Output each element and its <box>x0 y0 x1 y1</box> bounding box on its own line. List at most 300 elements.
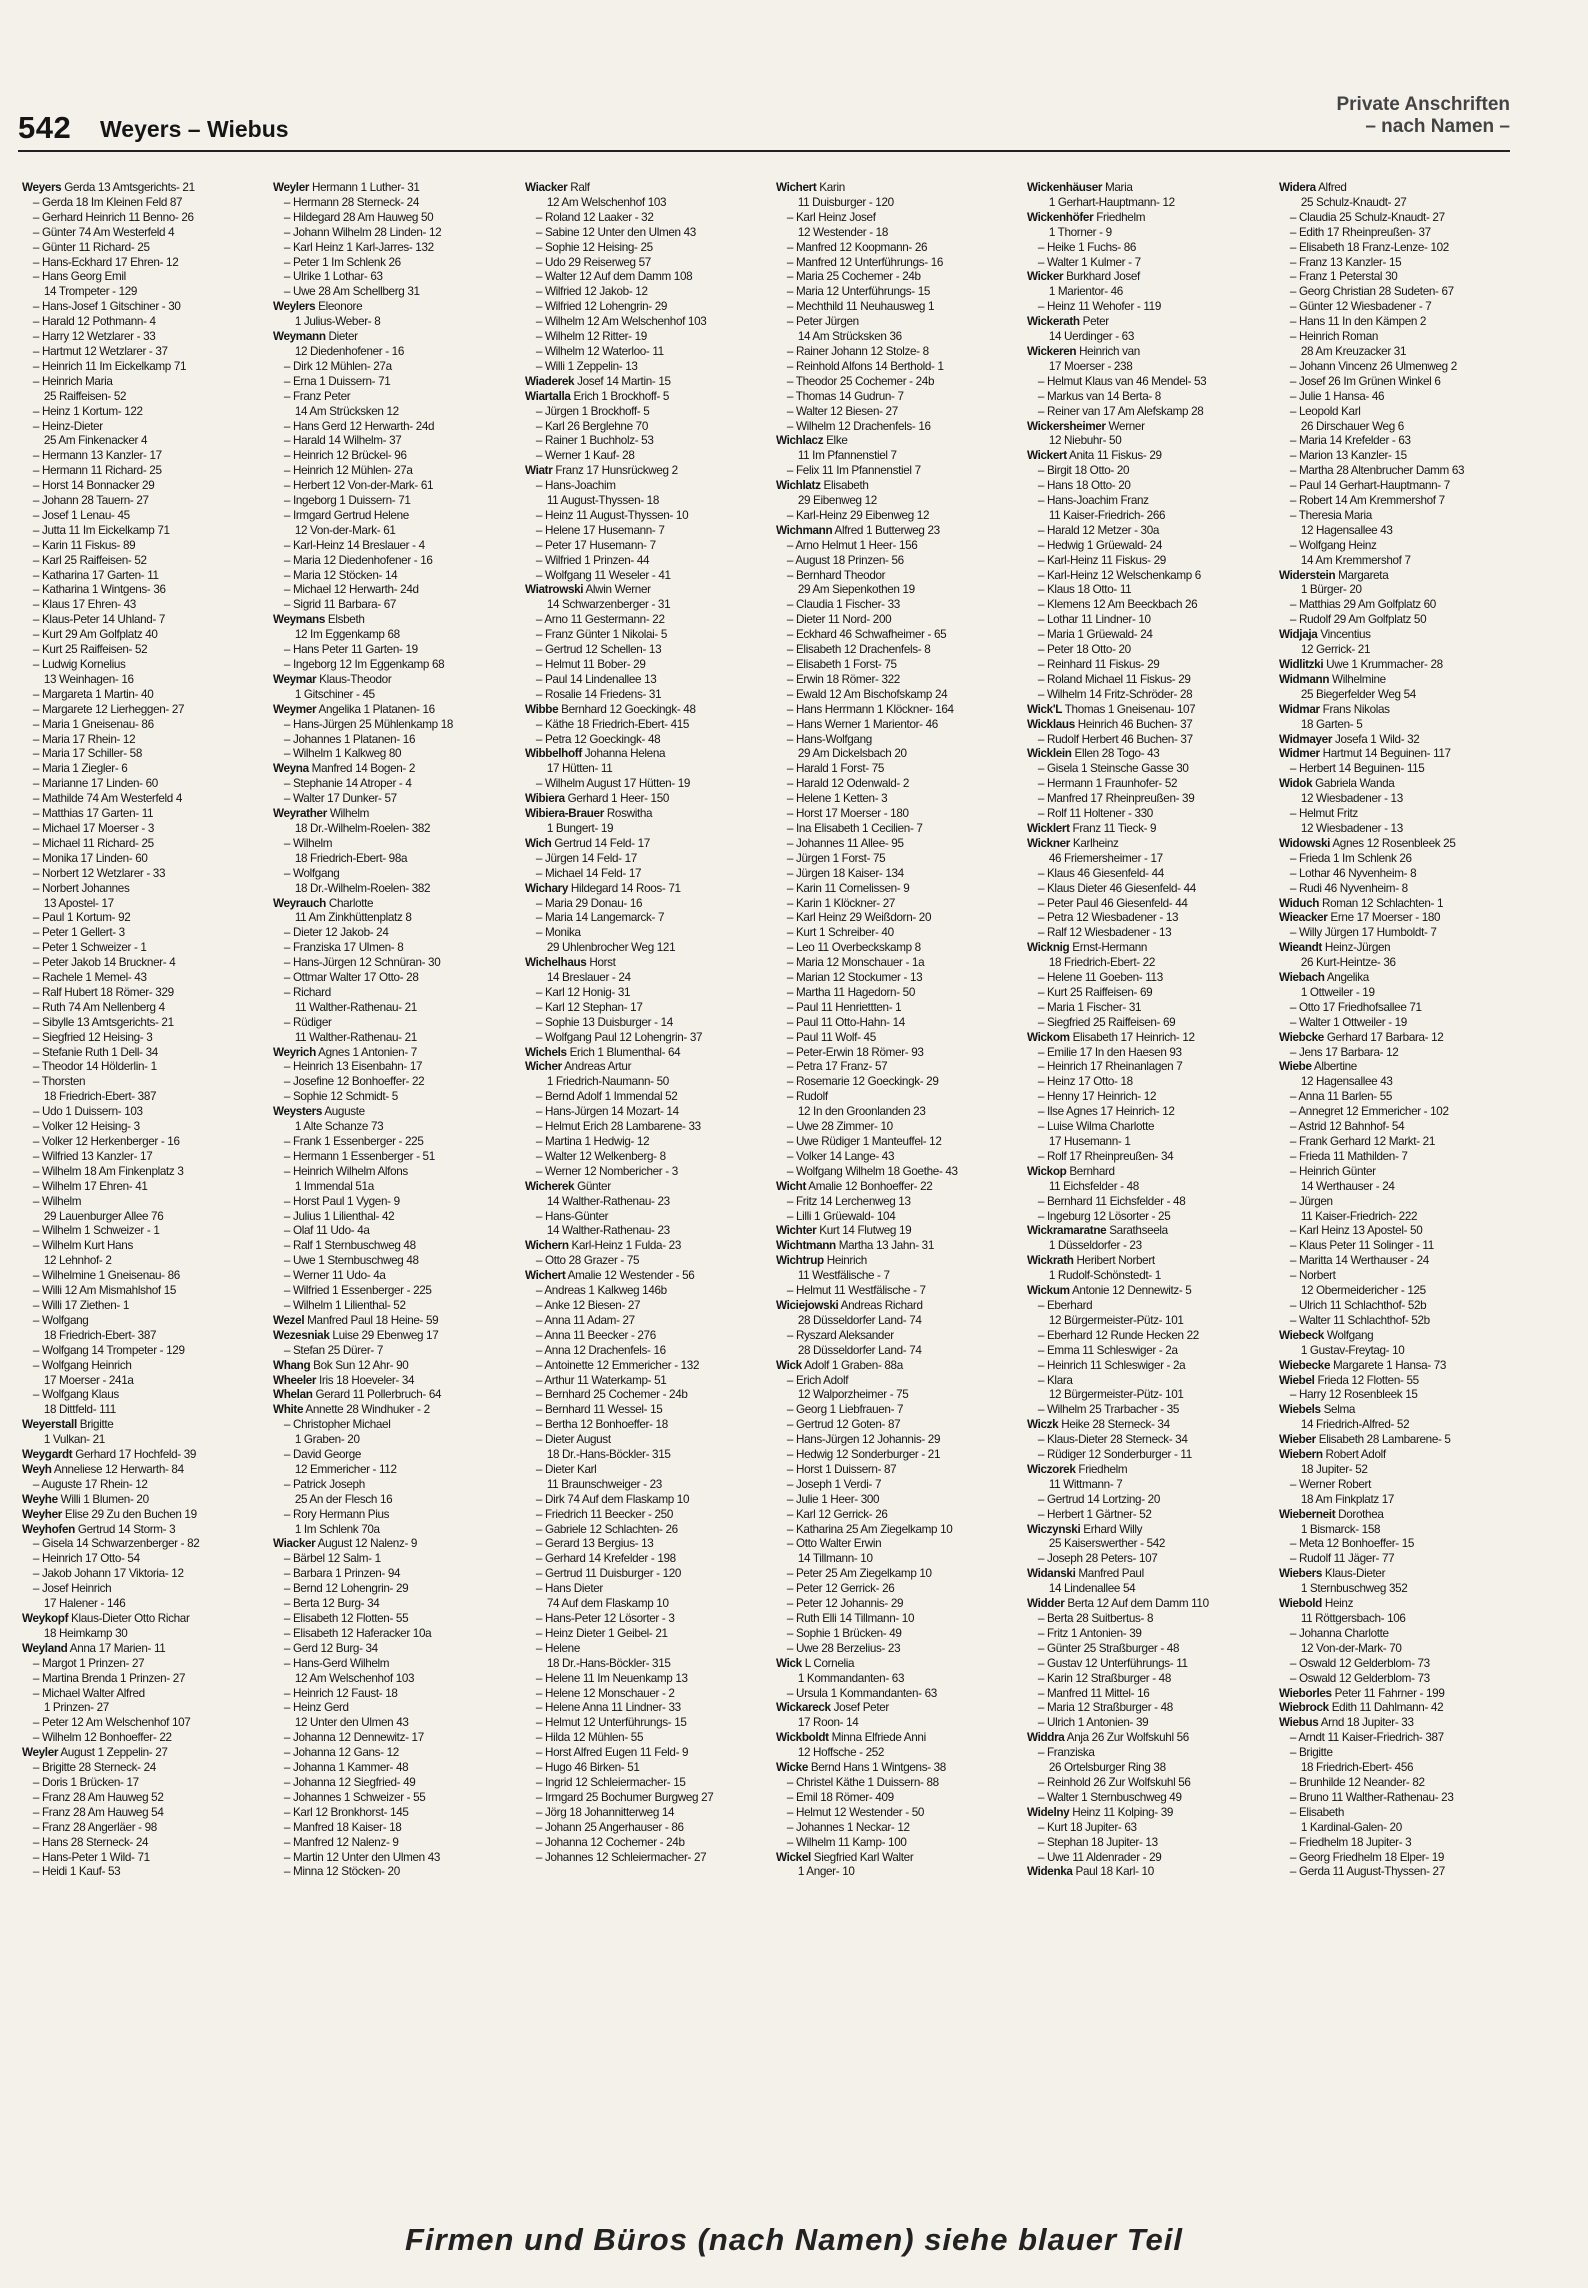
directory-entry: 11 Röttgersbach- 106 <box>1300 1611 1406 1625</box>
directory-entry: – Volker 14 Lange- 43 <box>786 1148 895 1163</box>
directory-entry: – Willy Jürgen 17 Humboldt- 7 <box>1289 925 1437 940</box>
directory-entry: – Siegfried 12 Heising- 3 <box>32 1029 153 1044</box>
directory-entry: – Gerhard 14 Krefelder - 198 <box>535 1551 676 1566</box>
directory-entry: 12 Am Welschenhof 103 <box>546 194 666 209</box>
directory-entry: – Monika 17 Linden- 60 <box>32 850 148 865</box>
directory-entry: – Joseph 1 Verdi- 7 <box>786 1476 882 1491</box>
directory-entry: 1 Kommandanten- 63 <box>797 1670 905 1685</box>
surname: Weyland <box>22 1640 68 1655</box>
surname: Widuch <box>1278 895 1319 910</box>
surname: Whelan <box>273 1387 313 1402</box>
directory-entry: – Willi 12 Am Mismahlshof 15 <box>32 1283 177 1298</box>
directory-entry: – August 18 Prinzen- 56 <box>786 552 904 567</box>
directory-entry: – Karin 11 Cornelissen- 9 <box>786 880 910 895</box>
directory-entry: – Wilhelm 12 Drachenfels- 16 <box>786 418 931 433</box>
directory-entry: – Brunhilde 12 Neander- 82 <box>1289 1774 1425 1789</box>
directory-entry: 12 Lehnhof- 2 <box>43 1253 112 1268</box>
directory-entry: – Anna 11 Adam- 27 <box>535 1312 635 1327</box>
directory-entry: Weyrich Agnes 1 Antonien- 7 <box>273 1044 418 1059</box>
directory-entry: – Helmut 11 Bober- 29 <box>535 657 646 671</box>
directory-entry: – Johannes 1 Schweizer - 55 <box>284 1789 426 1804</box>
directory-entry: – Wolfgang Klaus <box>32 1387 119 1402</box>
directory-entry: – Karl Heinz Josef <box>786 209 876 224</box>
directory-entry: Weymann Dieter <box>273 329 359 344</box>
directory-entry: – Josef 1 Lenau- 45 <box>32 507 130 522</box>
directory-entry: 1 Rudolf-Schönstedt- 1 <box>1049 1268 1162 1283</box>
surname: Weyler <box>22 1745 59 1760</box>
directory-entry: – Matthias 17 Garten- 11 <box>32 806 154 821</box>
directory-entry: Wieber Elisabeth 28 Lambarene- 5 <box>1278 1432 1451 1447</box>
directory-entry: – Heinrich Maria <box>32 373 113 388</box>
directory-entry: – Hartmut 12 Wetzlarer - 37 <box>32 343 168 358</box>
directory-entry: – Uwe 1 Sternbuschweg 48 <box>284 1253 420 1268</box>
directory-entry: Wicklaus Heinrich 46 Buchen- 37 <box>1027 716 1193 731</box>
directory-entry: – Arno Helmut 1 Heer- 156 <box>786 537 918 552</box>
directory-entry: – Peter 12 Johannis- 29 <box>786 1596 904 1611</box>
directory-entry: Wibiera Gerhard 1 Heer- 150 <box>524 791 669 806</box>
directory-entry: – Minna 12 Stöcken- 20 <box>284 1864 401 1879</box>
directory-entry: – Horst 14 Bonnacker 29 <box>32 478 155 493</box>
surname: Wiacker <box>273 1536 316 1551</box>
surname: Wickum <box>1027 1283 1071 1298</box>
directory-entry: – Berta 12 Burg- 34 <box>284 1596 380 1611</box>
directory-entry: Wickareck Josef Peter <box>775 1700 889 1715</box>
surname: Wicknig <box>1027 940 1070 955</box>
directory-entry: Wiczk Heike 28 Sterneck- 34 <box>1027 1417 1171 1432</box>
directory-entry: – Hans Gerd 12 Herwarth- 24d <box>284 418 435 433</box>
surname: Wicklert <box>1027 820 1070 835</box>
directory-entry: 28 Am Kreuzacker 31 <box>1300 343 1406 358</box>
directory-entry: – Heinrich 12 Faust- 18 <box>284 1685 398 1700</box>
surname: Wichtmann <box>775 1238 836 1253</box>
directory-entry: – Franz 13 Kanzler- 15 <box>1289 254 1401 269</box>
directory-entry: – Rolf 17 Rheinpreußen- 34 <box>1038 1148 1174 1163</box>
directory-entry: Wiebel Frieda 12 Flotten- 55 <box>1278 1372 1419 1387</box>
directory-entry: – Ingeborg 1 Duissern- 71 <box>284 493 411 508</box>
directory-entry: – Wilhelm 14 Fritz-Schröder- 28 <box>1038 686 1193 701</box>
directory-entry: Wichtrup Heinrich <box>775 1253 867 1268</box>
directory-entry: – Karin 12 Straßburger - 48 <box>1038 1670 1172 1685</box>
directory-entry: – Wilhelm <box>284 835 333 850</box>
directory-entry: – Ilse Agnes 17 Heinrich- 12 <box>1038 1104 1175 1119</box>
directory-entry: – Rudolf Herbert 46 Buchen- 37 <box>1038 731 1194 746</box>
directory-entry: – Dieter 11 Nord- 200 <box>786 612 892 627</box>
directory-entry: – Reinhold Alfons 14 Berthold- 1 <box>786 358 944 373</box>
directory-entry: – Klemens 12 Am Beeckbach 26 <box>1038 597 1198 612</box>
directory-entry: – Maria 1 Ziegler- 6 <box>32 761 128 776</box>
directory-entry: – Willi 17 Ziethen- 1 <box>32 1297 130 1312</box>
directory-entry: – Friedhelm 18 Jupiter- 3 <box>1289 1834 1411 1849</box>
directory-entry: – Heinrich 12 Brückel- 96 <box>284 448 407 463</box>
directory-entry: 18 Friedrich-Ebert- 98a <box>295 850 408 865</box>
directory-entry: – Rüdiger 12 Sonderburger - 11 <box>1038 1447 1193 1462</box>
directory-entry: 14 Walther-Rathenau- 23 <box>546 1193 670 1208</box>
surname: Wheeler <box>273 1372 317 1387</box>
surname: Wiebach <box>1278 970 1325 985</box>
directory-columns <box>22 180 1522 2210</box>
directory-entry: – Heinz 1 Kortum- 122 <box>32 403 143 418</box>
directory-entry: – Hilda 12 Mühlen- 55 <box>535 1730 643 1745</box>
directory-entry: – Karl 12 Bronkhorst- 145 <box>284 1804 409 1819</box>
directory-entry: Wiebers Klaus-Dieter <box>1278 1566 1385 1581</box>
surname: Wicke <box>775 1760 808 1775</box>
surname: Wibiera <box>524 791 565 806</box>
directory-entry: – Peter 17 Husemann- 7 <box>535 537 656 552</box>
directory-entry: – Helmut 12 Unterführungs- 15 <box>535 1715 687 1730</box>
directory-entry: – Michael 12 Herwarth- 24d <box>284 582 419 597</box>
directory-entry: – Walter 17 Dunker- 57 <box>284 791 398 806</box>
directory-column <box>525 180 768 2210</box>
directory-entry: Wickboldt Minna Elfriede Anni <box>775 1730 926 1745</box>
surname: Wiartalla <box>524 388 571 403</box>
directory-entry: – Maria 12 Diedenhofener - 16 <box>284 552 433 567</box>
directory-entry: – Erich Adolf <box>786 1372 849 1387</box>
surname: Wickert <box>1027 448 1068 463</box>
surname: Widowski <box>1278 835 1330 850</box>
surname: Wiczk <box>1027 1417 1059 1432</box>
directory-entry: – Oswald 12 Gelderblom- 73 <box>1289 1670 1430 1685</box>
directory-entry: – Hugo 46 Birken- 51 <box>535 1760 640 1775</box>
directory-entry: – Hermann 11 Richard- 25 <box>32 463 162 478</box>
directory-entry: – Ulrike 1 Lothar- 63 <box>284 269 383 284</box>
directory-entry: – Frank 1 Essenberger - 225 <box>284 1134 424 1148</box>
directory-entry: – Paul 1 Kortum- 92 <box>32 910 131 925</box>
directory-entry: Widdra Anja 26 Zur Wolfskuhl 56 <box>1027 1730 1190 1745</box>
directory-entry: – Paul 14 Lindenallee 13 <box>535 671 657 686</box>
directory-entry: – Erwin 18 Römer- 322 <box>786 671 900 686</box>
directory-entry: 18 Dr.-Wilhelm-Roelen- 382 <box>295 820 431 835</box>
directory-entry: 12 Am Welschenhof 103 <box>295 1670 415 1685</box>
directory-entry: Wickenhöfer Friedhelm <box>1027 209 1146 224</box>
directory-entry: – Dirk 12 Mühlen- 27a <box>284 358 393 373</box>
directory-entry: – Josef Heinrich <box>32 1581 112 1596</box>
directory-entry: – Ingeburg 12 Lösorter - 25 <box>1038 1208 1171 1223</box>
directory-entry: – Bernhard 25 Cochemer - 24b <box>535 1387 688 1402</box>
directory-entry: – Heinz 11 August-Thyssen- 10 <box>535 507 688 522</box>
directory-entry: – Gertrud 14 Lortzing- 20 <box>1038 1491 1161 1506</box>
surname: Widmann <box>1278 671 1329 686</box>
directory-entry: – Eckhard 46 Schwafheimer - 65 <box>786 627 947 642</box>
directory-entry: – Elisabeth 18 Franz-Lenze- 102 <box>1289 239 1449 254</box>
directory-entry: Wicke Bernd Hans 1 Wintgens- 38 <box>775 1760 946 1775</box>
directory-entry: 12 Hagensallee 43 <box>1300 522 1393 537</box>
directory-entry: Weyler Hermann 1 Luther- 31 <box>273 180 420 194</box>
directory-entry: – Uwe Rüdiger 1 Manteuffel- 12 <box>786 1134 942 1148</box>
directory-entry: – Karin 1 Klöckner- 27 <box>786 895 896 910</box>
directory-entry: 11 Kaiser-Friedrich- 222 <box>1300 1208 1417 1223</box>
directory-entry: – Irmgard Gertrud Helene <box>284 507 410 522</box>
directory-entry: – Reinhard 11 Fiskus- 29 <box>1038 657 1160 671</box>
directory-entry: 28 Düsseldorfer Land- 74 <box>797 1312 922 1327</box>
surname: Widdra <box>1027 1730 1065 1745</box>
directory-entry: Wicknig Ernst-Hermann <box>1027 940 1148 955</box>
directory-entry: Wiebold Heinz <box>1278 1596 1353 1611</box>
surname: Wich <box>524 835 552 850</box>
directory-entry: White Annette 28 Windhuker - 2 <box>273 1402 431 1417</box>
directory-entry: – Volker 12 Herkenberger - 16 <box>32 1134 180 1148</box>
directory-entry: Weyler August 1 Zeppelin- 27 <box>22 1745 168 1760</box>
directory-entry: – Frank Gerhard 12 Markt- 21 <box>1289 1134 1435 1148</box>
surname: Wiczynski <box>1027 1521 1081 1536</box>
directory-entry: – Olaf 11 Udo- 4a <box>284 1223 370 1238</box>
directory-entry: 25 An der Flesch 16 <box>295 1491 393 1506</box>
directory-entry: Weyher Elise 29 Zu den Buchen 19 <box>22 1506 197 1521</box>
directory-entry: – Ruth 74 Am Nellenberg 4 <box>32 999 165 1014</box>
directory-entry: – Leo 11 Overbeckskamp 8 <box>786 940 921 955</box>
directory-entry: – Heinrich Roman <box>1289 329 1378 344</box>
directory-entry: – Harald 12 Metzer - 30a <box>1038 522 1160 537</box>
surname: Wicherek <box>524 1178 574 1193</box>
directory-entry: Wiebels Selma <box>1278 1402 1355 1417</box>
directory-entry: – Marion 13 Kanzler- 15 <box>1289 448 1407 463</box>
directory-entry: Widenka Paul 18 Karl- 10 <box>1027 1864 1155 1879</box>
directory-entry: – Hans Herrmann 1 Klöckner- 164 <box>786 701 954 716</box>
surname: Wickner <box>1027 835 1071 850</box>
directory-entry: Weyh Anneliese 12 Herwarth- 84 <box>22 1461 184 1476</box>
directory-entry: 12 Walporzheimer - 75 <box>797 1387 909 1402</box>
directory-entry: – Gerd 12 Burg- 34 <box>284 1640 379 1655</box>
surname: Weyerstall <box>22 1417 77 1432</box>
directory-entry: Weykopf Klaus-Dieter Otto Richar <box>22 1611 190 1625</box>
directory-entry: – Emil 18 Römer- 409 <box>786 1789 894 1804</box>
directory-entry: – Manfred 12 Koopmann- 26 <box>786 239 928 254</box>
directory-entry: – Ottmar Walter 17 Otto- 28 <box>284 970 419 985</box>
directory-entry: – Mathilde 74 Am Westerfeld 4 <box>32 791 183 806</box>
surname: Weyhe <box>22 1491 58 1506</box>
directory-entry: – Andreas 1 Kalkweg 146b <box>535 1283 667 1298</box>
directory-entry: – Rory Hermann Pius <box>284 1506 390 1521</box>
directory-entry: – Helene 17 Husemann- 7 <box>535 522 665 537</box>
directory-entry: Widlitzki Uwe 1 Krummacher- 28 <box>1278 657 1443 671</box>
directory-entry: 13 Apostel- 17 <box>43 895 114 910</box>
surname: Wieandt <box>1278 940 1322 955</box>
directory-entry: – Claudia 25 Schulz-Knaudt- 27 <box>1289 209 1445 224</box>
directory-entry: – Hans-Günter <box>535 1208 608 1223</box>
directory-entry: – Robert 14 Am Kremmershof 7 <box>1289 493 1445 508</box>
directory-entry: 26 Dirschauer Weg 6 <box>1300 418 1404 433</box>
directory-entry: Weygardt Gerhard 17 Hochfeld- 39 <box>22 1447 197 1462</box>
surname: Wicklein <box>1027 746 1072 761</box>
directory-entry: – Udo 1 Duissern- 103 <box>32 1104 143 1119</box>
directory-entry: – Peter 12 Am Welschenhof 107 <box>32 1715 191 1730</box>
surname: Wichter <box>775 1223 817 1238</box>
directory-entry: – Horst Alfred Eugen 11 Feld- 9 <box>535 1745 688 1760</box>
surname: Wickenhäuser <box>1027 180 1103 194</box>
directory-entry: – Claudia 1 Fischer- 33 <box>786 597 900 612</box>
directory-entry: – Stefan 25 Dürer- 7 <box>284 1342 384 1357</box>
directory-entry: Wiczorek Friedhelm <box>1027 1461 1128 1476</box>
directory-entry: – Elisabeth 12 Flotten- 55 <box>284 1611 409 1625</box>
surname: Weyna <box>273 761 310 776</box>
directory-entry: Weyerstall Brigitte <box>22 1417 114 1432</box>
directory-entry: – Maria 17 Schiller- 58 <box>32 746 143 761</box>
surname: Weygardt <box>22 1447 73 1462</box>
directory-entry: – Johanna 12 Gans- 12 <box>284 1745 400 1760</box>
directory-entry: Wiebus Arnd 18 Jupiter- 33 <box>1278 1715 1414 1730</box>
directory-entry: 12 Von-der-Mark- 61 <box>295 522 396 537</box>
surname: Wichary <box>524 880 568 895</box>
directory-entry: – Hans Georg Emil <box>32 269 126 284</box>
directory-entry: – Günter 12 Wiesbadener - 7 <box>1289 299 1432 314</box>
directory-entry: 12 Wiesbadener - 13 <box>1300 791 1403 806</box>
directory-entry: – Sophie 12 Heising- 25 <box>535 239 653 254</box>
directory-entry: 25 Biegerfelder Weg 54 <box>1300 686 1416 701</box>
directory-entry: – Kurt 25 Raiffeisen- 52 <box>32 642 148 657</box>
directory-entry: – Hermann 1 Fraunhofer- 52 <box>1038 776 1178 791</box>
directory-entry: – Leopold Karl <box>1289 403 1361 418</box>
directory-entry: – Maria 12 Monschauer - 1a <box>786 955 925 970</box>
directory-entry: Wibbelhoff Johanna Helena <box>524 746 665 761</box>
directory-entry: – Johanna 12 Dennewitz- 17 <box>284 1730 425 1745</box>
surname: Weymar <box>273 671 317 686</box>
directory-entry: – Karl Heinz 13 Apostel- 50 <box>1289 1223 1423 1238</box>
directory-entry: – Heinz 17 Otto- 18 <box>1038 1074 1134 1089</box>
directory-entry: – Peter 12 Gerrick- 26 <box>786 1581 895 1596</box>
directory-entry: – Elisabeth 1 Forst- 75 <box>786 657 897 671</box>
directory-entry: Wickenhäuser Maria <box>1027 180 1133 194</box>
directory-entry: Wieberneit Dorothea <box>1278 1506 1384 1521</box>
directory-entry: – Petra 17 Franz- 57 <box>786 1059 888 1074</box>
directory-entry: – Stefanie Ruth 1 Dell- 34 <box>32 1044 158 1059</box>
directory-entry: Wickeren Heinrich van <box>1027 343 1141 358</box>
directory-entry: 18 Jupiter- 52 <box>1300 1461 1368 1476</box>
surname: Wichtrup <box>775 1253 824 1268</box>
directory-entry: – Martina 1 Hedwig- 12 <box>535 1134 649 1148</box>
directory-entry: Weyers Gerda 13 Amtsgerichts- 21 <box>22 180 195 194</box>
directory-entry: 12 Wiesbadener - 13 <box>1300 820 1403 835</box>
directory-entry: Weymar Klaus-Theodor <box>273 671 392 686</box>
directory-entry: – Udo 29 Reiserweg 57 <box>535 254 651 269</box>
directory-entry: – Horst 17 Moerser - 180 <box>786 806 909 821</box>
directory-entry: 1 Julius-Weber- 8 <box>295 314 381 329</box>
directory-entry: 1 Gerhart-Hauptmann- 12 <box>1049 194 1176 209</box>
surname: Wiebold <box>1278 1596 1322 1611</box>
directory-entry: 11 August-Thyssen- 18 <box>546 493 659 508</box>
directory-entry: – Frieda 11 Mathilden- 7 <box>1289 1148 1408 1163</box>
directory-entry: – Peter Jakob 14 Bruckner- 4 <box>32 955 176 970</box>
directory-entry: – Karl 12 Stephan- 17 <box>535 999 643 1014</box>
directory-entry: – Rainer Johann 12 Stolze- 8 <box>786 343 929 358</box>
directory-entry: – Maria 14 Langemarck- 7 <box>535 910 664 925</box>
directory-entry: – David George <box>284 1447 362 1462</box>
directory-entry: Wibbe Bernhard 12 Goeckingk- 48 <box>524 701 696 716</box>
directory-entry: – Emilie 17 In den Haesen 93 <box>1038 1044 1183 1059</box>
directory-entry: – Dieter August <box>535 1432 611 1447</box>
directory-entry: – Jürgen 1 Forst- 75 <box>786 850 886 865</box>
directory-entry: – Maria 12 Unterführungs- 15 <box>786 284 931 299</box>
directory-entry: 17 Halener - 146 <box>43 1596 126 1611</box>
directory-entry: – Astrid 12 Bahnhof- 54 <box>1289 1119 1404 1134</box>
directory-entry: – Katharina 1 Wintgens- 36 <box>32 582 166 597</box>
directory-entry: – Karl 12 Honig- 31 <box>535 984 630 999</box>
directory-entry: Wiebach Angelika <box>1278 970 1369 985</box>
directory-entry: 12 Obermeidericher - 125 <box>1300 1283 1426 1298</box>
surname: Whang <box>273 1357 311 1372</box>
directory-entry: – Katharina 17 Garten- 11 <box>32 567 159 582</box>
directory-entry: – Jürgen 1 Brockhoff- 5 <box>535 403 650 418</box>
directory-entry: – Klara <box>1038 1372 1073 1387</box>
directory-entry: – Wolfgang Wilhelm 18 Goethe- 43 <box>786 1163 958 1178</box>
directory-entry: – Meta 12 Bonhoeffer- 15 <box>1289 1536 1414 1551</box>
directory-entry: – Karl 12 Gerrick- 26 <box>786 1506 888 1521</box>
directory-entry: – Helene 1 Ketten- 3 <box>786 791 888 806</box>
directory-entry: – Jürgen <box>1289 1193 1333 1208</box>
directory-entry: Wicklert Franz 11 Tieck- 9 <box>1027 820 1157 835</box>
directory-entry: – Peter 1 Im Schlenk 26 <box>284 254 402 269</box>
directory-entry: – Julie 1 Heer- 300 <box>786 1491 880 1506</box>
directory-entry: – Heinrich 17 Rheinanlagen 7 <box>1038 1059 1183 1074</box>
surname: Wiebus <box>1278 1715 1319 1730</box>
directory-entry: – Peter 25 Am Ziegelkamp 10 <box>786 1566 932 1581</box>
directory-entry: – Manfred 12 Nalenz- 9 <box>284 1834 399 1849</box>
directory-entry: Wichern Karl-Heinz 1 Fulda- 23 <box>524 1238 681 1253</box>
directory-entry: – Horst 1 Duissern- 87 <box>786 1461 897 1476</box>
directory-entry: – Gisela 1 Steinsche Gasse 30 <box>1038 761 1189 776</box>
directory-entry: Widowski Agnes 12 Rosenbleek 25 <box>1278 835 1456 850</box>
directory-entry: – Hans 18 Otto- 20 <box>1038 478 1131 493</box>
directory-entry: Wick Adolf 1 Graben- 88a <box>775 1357 903 1372</box>
directory-entry: – Julius 1 Lilienthal- 42 <box>284 1208 395 1223</box>
directory-entry: 13 Weinhagen- 16 <box>43 671 134 686</box>
directory-entry: Wezesniak Luise 29 Ebenweg 17 <box>273 1327 439 1342</box>
directory-entry: 12 Hoffsche - 252 <box>797 1745 885 1760</box>
directory-entry: – Anke 12 Biesen- 27 <box>535 1297 640 1312</box>
directory-entry: – Harry 12 Wetzlarer - 33 <box>32 329 156 344</box>
directory-entry: – Dieter Karl <box>535 1461 597 1476</box>
directory-entry: 29 Am Dickelsbach 20 <box>797 746 907 761</box>
directory-entry: – Hans Dieter <box>535 1581 603 1596</box>
directory-entry: – Gerda 11 August-Thyssen- 27 <box>1289 1864 1445 1879</box>
directory-entry: – Johannes 1 Neckar- 12 <box>786 1819 910 1834</box>
directory-entry: 18 Friedrich-Ebert- 456 <box>1300 1760 1413 1775</box>
directory-column <box>776 180 1019 2210</box>
directory-entry: – Bertha 12 Bonhoeffer- 18 <box>535 1417 668 1432</box>
directory-entry: 1 Anger- 10 <box>797 1864 855 1879</box>
directory-entry: – Thorsten <box>32 1074 86 1089</box>
surname: Wiebecke <box>1278 1357 1330 1372</box>
directory-entry: Wiacker August 12 Nalenz- 9 <box>273 1536 418 1551</box>
surname: Weyrauch <box>273 895 327 910</box>
surname: Widmar <box>1278 701 1320 716</box>
directory-entry: – Emma 11 Schleswiger - 2a <box>1038 1342 1178 1357</box>
surname: Wickenhöfer <box>1027 209 1094 224</box>
directory-entry: – Sabine 12 Unter den Ulmen 43 <box>535 224 696 239</box>
surname: Widmayer <box>1278 731 1332 746</box>
directory-entry: – Heinrich 17 Otto- 54 <box>32 1551 140 1566</box>
directory-entry: Weyrauch Charlotte <box>273 895 374 910</box>
directory-entry: – Karin 11 Fiskus- 89 <box>32 537 136 552</box>
directory-entry: – Johannes 11 Allee- 95 <box>786 835 904 850</box>
directory-entry: Widanski Manfred Paul <box>1027 1566 1145 1581</box>
surname: White <box>273 1402 304 1417</box>
directory-entry: – Heinz Gerd <box>284 1700 350 1715</box>
directory-entry: 11 Eichsfelder - 48 <box>1049 1178 1140 1193</box>
directory-entry: 14 Am Kremmershof 7 <box>1300 552 1411 567</box>
directory-entry: – Otto Walter Erwin <box>786 1536 882 1551</box>
directory-entry: 25 Am Finkenacker 4 <box>43 433 148 448</box>
directory-entry: – Petra 12 Wiesbadener - 13 <box>1038 910 1179 925</box>
directory-entry: – Maria 1 Grüewald- 24 <box>1038 627 1153 642</box>
directory-entry: 1 Alte Schanze 73 <box>295 1119 384 1134</box>
directory-entry: – Petra 12 Goeckingk- 48 <box>535 731 660 746</box>
directory-entry: 12 Gerrick- 21 <box>1300 642 1370 657</box>
directory-entry: – Ewald 12 Am Bischofskamp 24 <box>786 686 948 701</box>
directory-entry: – Volker 12 Heising- 3 <box>32 1119 140 1134</box>
directory-entry: – Bernhard 11 Eichsfelder - 48 <box>1038 1193 1186 1208</box>
surname: Wick <box>775 1357 802 1372</box>
surname: Weymer <box>273 701 317 716</box>
directory-entry: 14 Trompeter - 129 <box>43 284 138 299</box>
